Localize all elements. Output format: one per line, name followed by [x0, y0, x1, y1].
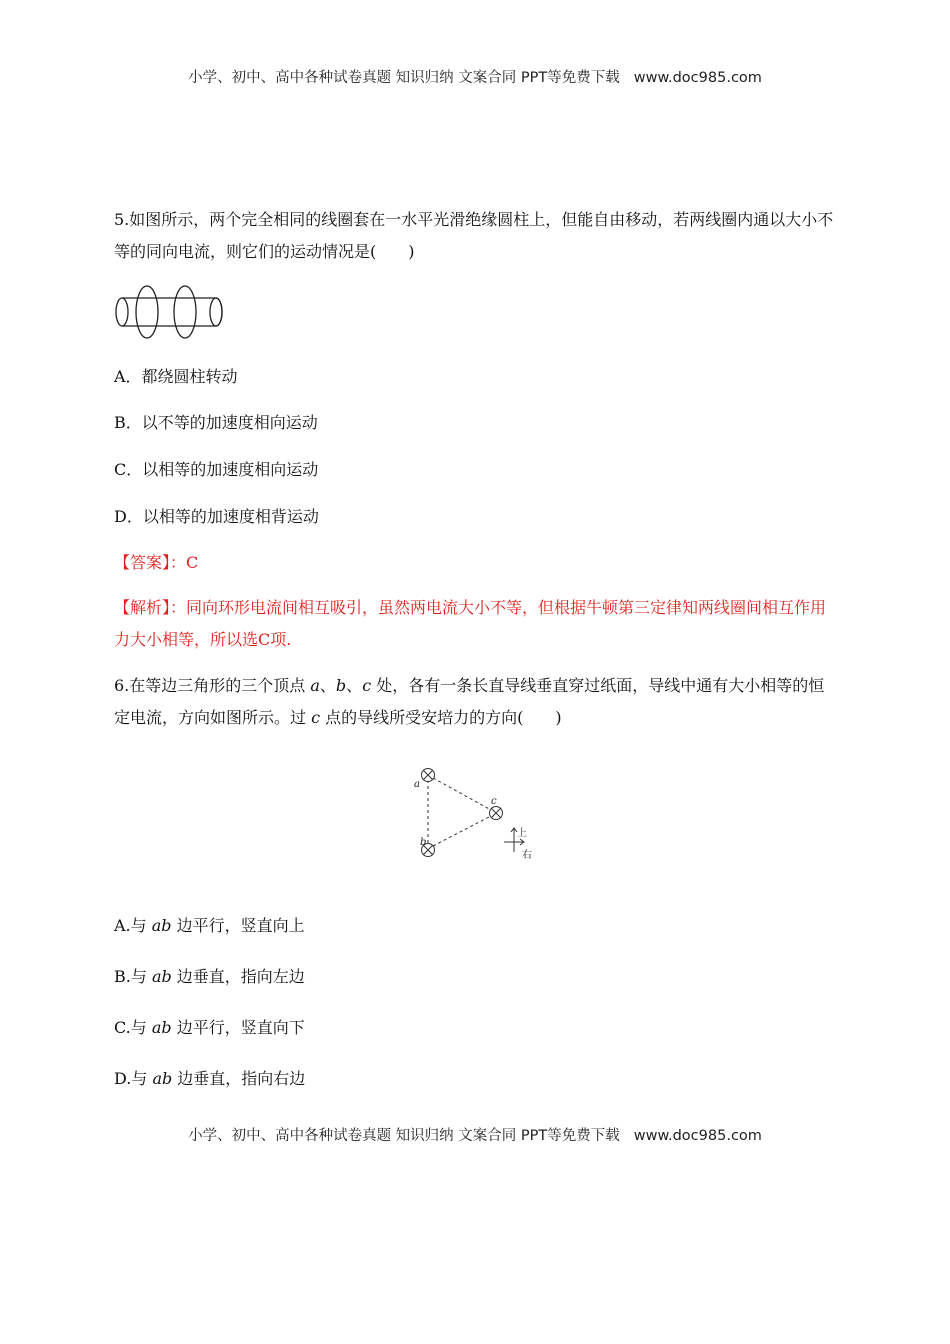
q6-text-part: 处，各有一条长直导线垂直穿过纸面，导线中通有大小相等的恒定电流，方向如图所示。过	[114, 676, 825, 727]
var-b: b	[335, 676, 347, 695]
option-text: 边垂直，指向右边	[172, 1069, 306, 1088]
q5-answer	[114, 550, 198, 573]
option-prefix: A.与	[114, 916, 152, 935]
answer-label: 【答案】：	[114, 553, 187, 572]
option-var: ab	[151, 916, 172, 935]
q6-sep: 、	[319, 676, 336, 695]
option-var: ab	[151, 967, 172, 986]
explanation-text: 同向环形电流间相互吸引，虽然两电流大小不等，但根据牛顿第三定律知两线圈间相互作用力大小相等，所以选C项.	[114, 598, 827, 649]
q6-sep: 、	[346, 676, 363, 695]
q5-option-a: A．都绕圆柱转动	[114, 367, 238, 386]
label-c: c	[491, 796, 497, 807]
q5-option-d: D．以相等的加速度相背运动	[114, 507, 319, 526]
header-text: 小学、初中、高中各种试卷真题 知识归纳 文案合同 PPT等免费下载	[188, 70, 620, 86]
option-prefix: B.与	[114, 967, 152, 986]
page-header	[0, 66, 950, 87]
edge-bc	[433, 816, 491, 846]
answer-value: C	[186, 553, 199, 572]
q6-option-d	[114, 1066, 305, 1089]
var-c: c	[362, 676, 372, 695]
page-footer	[0, 1124, 950, 1145]
coil-left	[136, 286, 158, 338]
q6-option-a	[114, 913, 305, 936]
option-text: 边平行，竖直向上	[171, 916, 305, 935]
var-a: a	[310, 676, 320, 695]
q6-option-c	[114, 1015, 305, 1038]
option-prefix: C.与	[114, 1018, 152, 1037]
wire-c-into-page-icon	[490, 807, 503, 820]
coil-right	[174, 286, 196, 338]
q6-text-part: 6.在等边三角形的三个顶点	[114, 676, 311, 695]
option-prefix: D.与	[114, 1069, 153, 1088]
label-up: 上	[517, 828, 527, 839]
header-url[interactable]: www.doc985.com	[633, 70, 762, 86]
wire-a-into-page-icon	[422, 769, 435, 782]
edge-ac	[433, 778, 491, 810]
q6-text-part: 点的导线所受安培力的方向( )	[320, 708, 562, 727]
option-text: 边垂直，指向左边	[171, 967, 305, 986]
cylinder-coils-figure	[112, 284, 230, 340]
option-text: 边平行，竖直向下	[171, 1018, 305, 1037]
var-c: c	[311, 708, 321, 727]
question-6-text	[114, 670, 838, 734]
footer-url[interactable]: www.doc985.com	[633, 1128, 762, 1144]
option-var: ab	[151, 1018, 172, 1037]
q6-option-b	[114, 964, 305, 987]
explanation-label: 【解析】：	[114, 598, 187, 617]
question-5-text: 5.如图所示，两个完全相同的线圈套在一水平光滑绝缘圆柱上，但能自由移动，若两线圈内通以大小不等的同向电流，则它们的运动情况是( )	[114, 210, 834, 261]
triangle-wires-figure	[408, 762, 543, 866]
q5-explanation	[114, 592, 838, 656]
q5-option-b: B．以不等的加速度相向运动	[114, 413, 318, 432]
label-right: 右	[522, 850, 532, 861]
footer-text: 小学、初中、高中各种试卷真题 知识归纳 文案合同 PPT等免费下载	[188, 1128, 620, 1144]
label-b: b	[420, 837, 427, 848]
cylinder-left-end	[116, 298, 128, 326]
label-a: a	[414, 779, 420, 790]
q5-option-c: C．以相等的加速度相向运动	[114, 460, 319, 479]
cylinder-right-end	[210, 298, 222, 326]
option-var: ab	[152, 1069, 173, 1088]
